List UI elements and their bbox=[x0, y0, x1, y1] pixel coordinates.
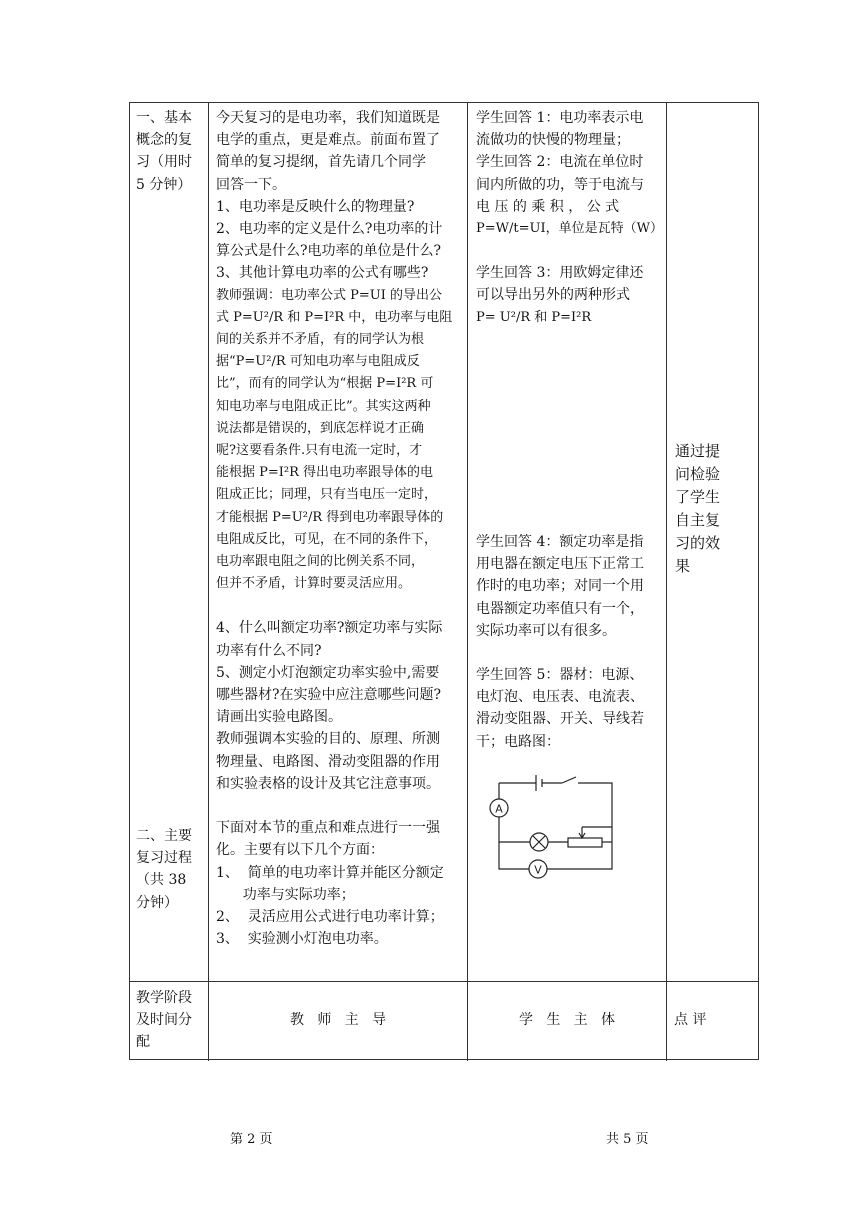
stage-2-cell: 二、主要 复习过程 （共 38 分钟） bbox=[136, 828, 192, 911]
col-divider-3 bbox=[666, 103, 667, 1061]
teacher-header: 教 师 主 导 bbox=[289, 1012, 387, 1028]
student-header: 学 生 主 体 bbox=[518, 1012, 616, 1028]
rheostat-icon bbox=[568, 838, 602, 847]
comment-cell: 通过提 问检验 了学生 自主复 习的效 果 bbox=[675, 442, 721, 575]
col-divider-1 bbox=[208, 103, 209, 1061]
comment-header: 点 评 bbox=[674, 1012, 707, 1028]
page-total: 共 5 页 bbox=[606, 1132, 649, 1147]
circuit-diagram bbox=[486, 769, 616, 879]
lesson-table bbox=[129, 102, 759, 1060]
col-divider-2 bbox=[467, 103, 468, 1061]
svg-text:A: A bbox=[495, 802, 503, 816]
stage-header: 教学阶段 及时间分 配 bbox=[136, 990, 192, 1050]
svg-text:V: V bbox=[534, 863, 542, 877]
page-number: 第 2 页 bbox=[230, 1132, 273, 1147]
stage-1-cell: 一、基本 概念的复 习（用时 5 分钟） bbox=[136, 110, 192, 193]
student-answer-1: 学生回答 1：电功率表示电 流做功的快慢的物理量； 学生回答 2：电流在单位时 间内所做的功，等于电流与 电 压 的 乘 积 ， 公 式 P=W/t=UI，单位是瓦特（W） 学生回答 3：用欧姆定律还 可以导出另外的两种形式 P= U²/R 和 P=I²R bbox=[476, 110, 663, 325]
student-answer-4: 学生回答 4：额定功率是指 用电器在额定电压下正常工 作时的电功率；对同一个用 电器额定功率值只有一个， 实际功率可以有很多。 学生回答 5：器材：电源、 电灯泡、电压表、电流表、 滑动变阻器、开关、导线若 干；电路图： bbox=[476, 534, 644, 750]
teacher-cell: 今天复习的是电功率，我们知道既是 电学的重点，更是难点。前面布置了 简单的复习提纲，首先请几个同学 回答一下。 1、电功率是反映什么的物理量? 2、电功率的定义是什么?电功率的计 算公式是什么?电功率的单位是什么? 3、其他计算电功率的公式有哪些? 教师强调：电功率公式 P=UI 的导出公 式 P=U²/R 和 P=I²R 中，电功率与电阻 间的关系并不矛盾，有的同学认为根 据“P=U²/R 可知电功率与电阻成反 比”，而有的同学认为“根据 P=I²R 可 知电功率与电阻成正比”。其实这两种 说法都是错误的，到底怎样说才正确 呢?这要看条件.只有电流一定时，才 能根据 P=I²R 得出电功率跟导体的电 阻成正比；同理，只有当电压一定时， 才能根据 P=U²/R 得到电功率跟导体的 电阻成反比，可见，在不同的条件下， 电功率跟电阻之间的比例关系不同， 但并不矛盾，计算时要灵活应用。 4、什么叫额定功率?额定功率与实际 功率有什么不同? 5、测定小灯泡额定功率实验中,需要 哪些器材?在实验中应注意哪些问题? 请画出实验电路图。 教师强调本实验的目的、原理、所测 物理量、电路图、滑动变阻器的作用 和实验表格的设计及其它注意事项。 下面对本节的重点和难点进行一一强 化。主要有以下几个方面： 1、 简单的电功率计算并能区分额定 功率与实际功率； 2、 灵活应用公式进行电功率计算； 3、 实验测小灯泡电功率。 bbox=[216, 110, 453, 948]
row-divider bbox=[130, 981, 758, 982]
